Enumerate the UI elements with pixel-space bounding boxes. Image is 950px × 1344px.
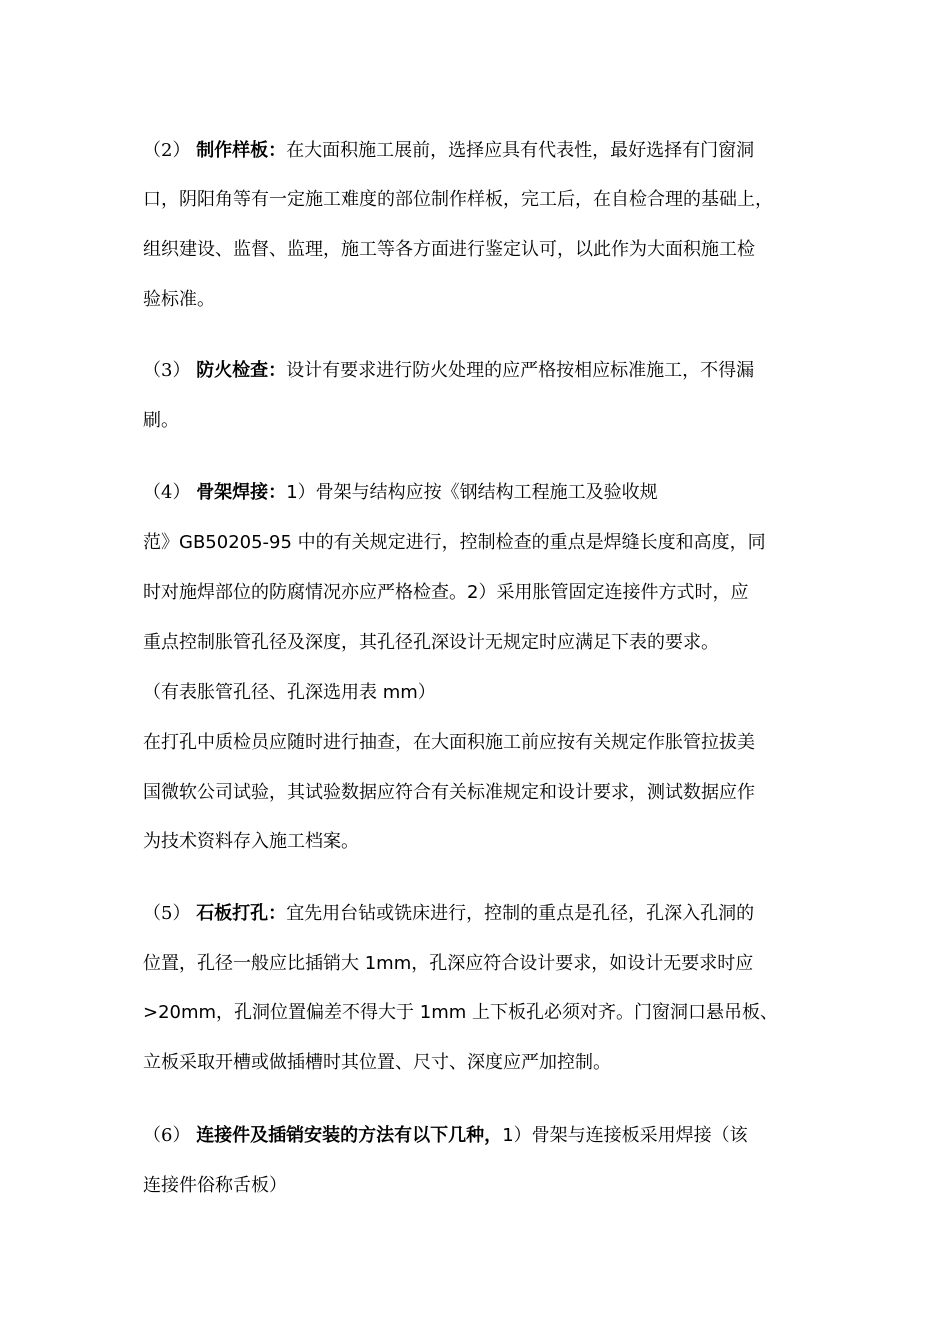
paragraph-text: 设计有要求进行防火处理的应严格按相应标准施工，不得漏 bbox=[286, 360, 755, 381]
paragraph-text: 宜先用台钻或铣床进行，控制的重点是孔径，孔深入孔洞的 bbox=[286, 903, 755, 924]
paragraph-line: 位置，孔径一般应比插销大 1mm，孔深应符合设计要求，如设计无要求时应 bbox=[143, 953, 754, 974]
paragraph-line: 范》GB50205-95 中的有关规定进行，控制检查的重点是焊缝长度和高度，同 bbox=[143, 532, 766, 553]
paragraph-line: 验标准。 bbox=[143, 289, 215, 310]
paragraph-line: 刷。 bbox=[143, 410, 179, 431]
section-title: 石板打孔： bbox=[196, 903, 287, 924]
paragraph-line: 立板采取开槽或做插槽时其位置、尺寸、深度应严加控制。 bbox=[143, 1052, 611, 1073]
paragraph-text: 在大面积施工展前，选择应具有代表性，最好选择有门窗洞 bbox=[286, 140, 755, 161]
paragraph-line: 连接件俗称舌板） bbox=[143, 1175, 287, 1196]
section-number: （3） bbox=[143, 360, 191, 381]
paragraph-text: 1）骨架与连接板采用焊接（该 bbox=[502, 1125, 748, 1146]
paragraph-line: 国微软公司试验，其试验数据应符合有关标准规定和设计要求，测试数据应作 bbox=[143, 782, 755, 803]
table-caption: （有表胀管孔径、孔深选用表 mm） bbox=[143, 682, 436, 703]
paragraph-line: 时对施焊部位的防腐情况亦应严格检查。2）采用胀管固定连接件方式时，应 bbox=[143, 582, 749, 603]
section-number: （6） bbox=[143, 1125, 191, 1146]
section-2-line-1 bbox=[143, 138, 823, 164]
paragraph-line: 组织建设、监督、监理，施工等各方面进行鉴定认可，以此作为大面积施工检 bbox=[143, 239, 755, 260]
section-6-line-1 bbox=[143, 1123, 823, 1149]
section-4-line-1 bbox=[143, 480, 823, 506]
section-5-line-1 bbox=[143, 901, 823, 927]
paragraph-line: 重点控制胀管孔径及深度，其孔径孔深设计无规定时应满足下表的要求。 bbox=[143, 632, 719, 653]
paragraph-line: 为技术资料存入施工档案。 bbox=[143, 831, 359, 852]
section-title: 防火检查： bbox=[196, 360, 287, 381]
section-number: （5） bbox=[143, 903, 191, 924]
section-title: 制作样板： bbox=[196, 140, 287, 161]
paragraph-line: 口，阴阳角等有一定施工难度的部位制作样板，完工后，在自检合理的基础上， bbox=[143, 189, 773, 210]
section-3-line-1 bbox=[143, 358, 823, 384]
section-title: 骨架焊接： bbox=[196, 482, 287, 503]
paragraph-line: 在打孔中质检员应随时进行抽查，在大面积施工前应按有关规定作胀管拉拔美 bbox=[143, 732, 755, 753]
section-title: 连接件及插销安装的方法有以下几种， bbox=[196, 1125, 503, 1146]
section-number: （4） bbox=[143, 482, 191, 503]
paragraph-text: 1）骨架与结构应按《钢结构工程施工及验收规 bbox=[286, 482, 658, 503]
paragraph-line: >20mm，孔洞位置偏差不得大于 1mm 上下板孔必须对齐。门窗洞口悬吊板、 bbox=[143, 1002, 779, 1023]
section-number: （2） bbox=[143, 140, 191, 161]
